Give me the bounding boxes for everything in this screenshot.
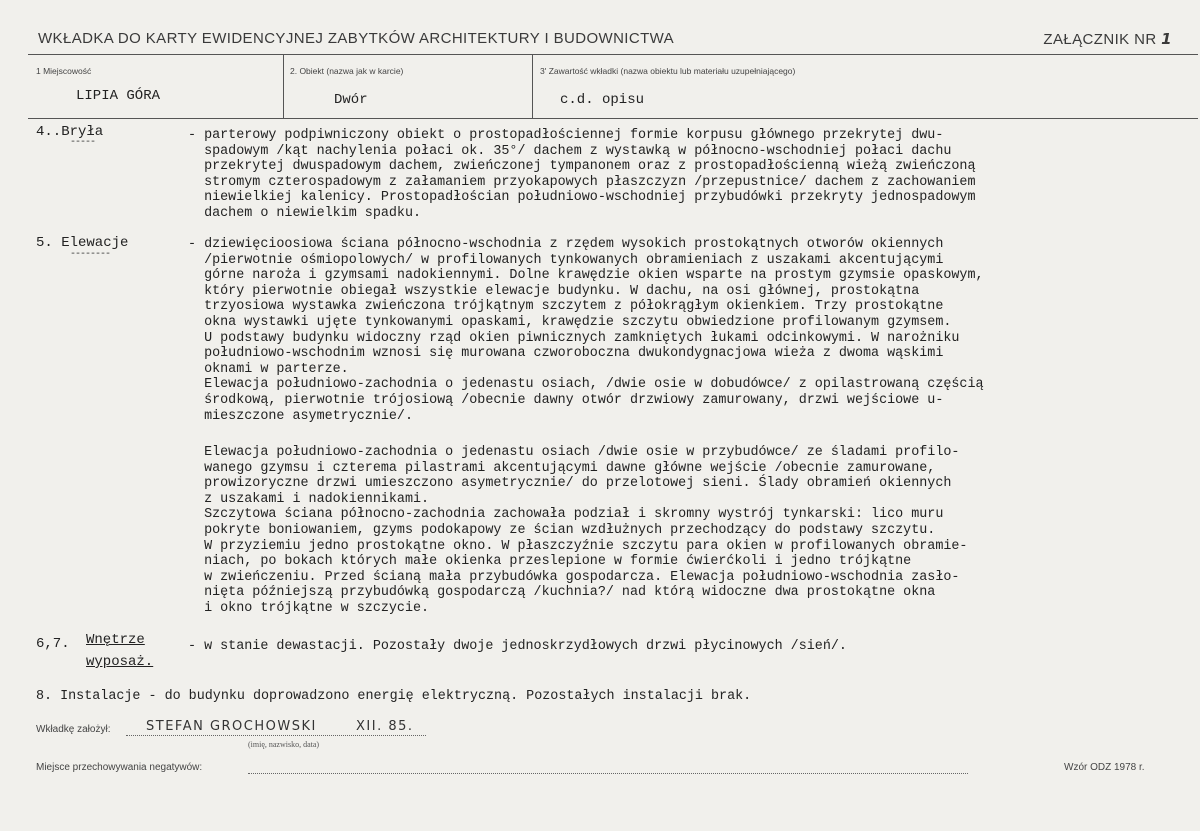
field-content-label: 3' Zawartość wkładki (nazwa obiektu lub materiału uzupełniającego) bbox=[540, 66, 796, 76]
section-5-text-a: - dziewięcioosiowa ściana północno-wschodnia z rzędem wysokich prostokątnych otworów okiennych /pierwotnie ośmiopolowych/ w profilowanych tynkowanych obramieniach z uszakami akcentującymi górne naroża i gzymsami nadokiennymi. Dolne krawędzie okien wsparte na prostym gzymsie opaskowym, który pierwotnie obiegał wszystkie elewacje budynku. W dachu, na osi głównej, prostokątna trzyosiowa wystawka zwieńczona trójkątnym szczytem z półokrągłym okienkiem. Trzy prostokątne okna wystawki ujęte tynkowanymi opaskami, krawędzie szczytu obwiedzione profilowanym gzymsem. U podstawy budynku widoczny rząd okien piwnicznych zamkniętych łukami odcinkowymi. W narożniku południowo-wschodnim wznosi się murowana czworoboczna dwukondygnacjowa wieża z dwoma wąskimi oknami w parterze. Elewacja południowo-zachodnia o jedenastu osiach, /dwie osie w dobudówce/ z opilastrowaną częścią środkową, pierwotnie trójosiową /obecnie dawny otwór drzwiowy zamurowany, drzwi wejściowe u- mieszczone asymetrycznie/. bbox=[188, 237, 984, 424]
negatives-storage-label: Miejsce przechowywania negatywów: bbox=[36, 762, 203, 773]
section-4-heading: 4..Bryła bbox=[36, 124, 104, 140]
section-4-underline: ----- bbox=[70, 137, 96, 148]
section-8-text: 8. Instalacje - do budynku doprowadzono energię elektryczną. Pozostałych instalacji brak. bbox=[36, 689, 752, 704]
section-5-heading: 5. Elewacje bbox=[36, 235, 129, 251]
field-divider-2 bbox=[532, 54, 533, 118]
author-note: (imię, nazwisko, data) bbox=[248, 740, 320, 749]
section-4-text: - parterowy podpiwniczony obiekt o prostopadłościennej formie korpusu głównego przekrytej dwu- spadowym /kąt nachylenia połaci ok. 35°/ dachem z wystawką w północno-wschodniej połaci dachu przekrytej dwuspadowym dachem, zwieńczonej tympanonem oraz z prostopadłościenną wieżą zwieńczoną stromym czterospadowym z załamaniem przyokapowych płaszczyzn /przepustnice/ dachem z zachowaniem niewielkiej kalenicy. Prostopadłościan południowo-wschodniej przybudówki przekryty jednospadowym dachem o niewielkim spadku. bbox=[188, 128, 976, 221]
author-name: STEFAN GROCHOWSKI bbox=[146, 719, 317, 734]
fields-bottom-rule bbox=[28, 118, 1198, 119]
section-67-heading-2: wyposaż. bbox=[86, 654, 154, 670]
section-5-text-b: Elewacja południowo-zachodnia o jedenastu osiach /dwie osie w przybudówce/ ze śladami profilo- wanego gzymsu i czterema pilastrami akcentującymi dawne główne wejście /obecnie zamurowane, prowizoryczne drzwi umieszczono asymetrycznie/ do przelotowej sieni. Ślady obramień okiennych z uszakami i nadokiennikami. Szczytowa ściana północno-zachodnia zachowała podział i skromny wystrój tynkarski: lico muru pokryte boniowaniem, gzyms podokapowy ze ścian wzdłużnych przechodzący do podstawy szczytu. W przyziemiu jedno prostokątne okno. W płaszczyźnie szczytu para okien w profilowanych obramie- niach, po bokach których małe okienka przeslepione w formie ćwierćkoli i jedno trójkątne w zwieńczeniu. Przed ścianą mała przybudówka gospodarcza. Elewacja południowo-wschodnia zasło- nięta późniejszą przybudówką gospodarczą /kuchnia?/ nad którą widoczne dwa prostokątne okna i okno trójkątne w szczycie. bbox=[204, 445, 968, 616]
top-rule bbox=[28, 54, 1198, 55]
section-67-number: 6,7. bbox=[36, 636, 70, 652]
author-dotted-line bbox=[126, 735, 426, 736]
annex-label bbox=[1043, 30, 1172, 48]
section-67-text: - w stanie dewastacji. Pozostały dwoje jednoskrzydłowych drzwi płycinowych /sień/. bbox=[188, 639, 847, 654]
annex-label-text: ZAŁĄCZNIK NR bbox=[1043, 31, 1157, 48]
field-object-value: Dwór bbox=[334, 92, 368, 108]
section-67-heading-1: Wnętrze bbox=[86, 632, 145, 648]
field-locality-value: LIPIA GÓRA bbox=[76, 88, 161, 104]
field-divider-1 bbox=[283, 54, 284, 118]
field-content-value: c.d. opisu bbox=[560, 92, 645, 108]
form-id: Wzór ODZ 1978 r. bbox=[1064, 762, 1145, 773]
field-locality-label: 1 Miejscowość bbox=[36, 66, 92, 76]
section-5-underline: -------- bbox=[70, 249, 111, 260]
author-date: XII. 85. bbox=[356, 719, 414, 734]
annex-number: 1 bbox=[1161, 30, 1172, 48]
card-title: WKŁADKA DO KARTY EWIDENCYJNEJ ZABYTKÓW ARCHITEKTURY I BUDOWNICTWA bbox=[38, 30, 675, 47]
negatives-storage-line bbox=[248, 773, 968, 774]
author-label: Wkładkę założył: bbox=[36, 724, 111, 735]
field-object-label: 2. Obiekt (nazwa jak w karcie) bbox=[290, 66, 404, 76]
